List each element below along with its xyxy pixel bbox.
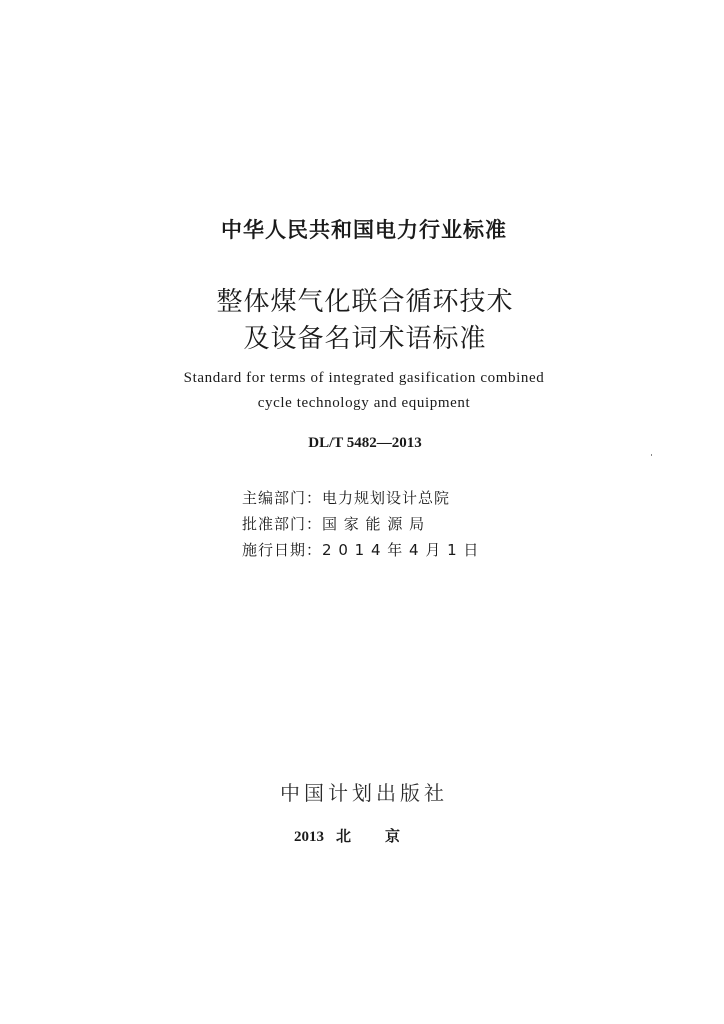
title-chinese-line-2: 及设备名词术语标准 (243, 324, 487, 354)
scan-speck (651, 454, 652, 456)
approval-department-row (242, 513, 425, 534)
title-english-line-1: Standard for terms of integrated gasification combined (183, 370, 545, 386)
title-english-line-2: cycle technology and equipment (257, 395, 471, 411)
approval-department-value: 国 家 能 源 局 (322, 515, 426, 533)
effective-date-label: 施行日期： (242, 541, 323, 559)
standard-code: DL/T 5482—2013 (308, 435, 422, 451)
editor-department-label: 主编部门： (242, 489, 323, 507)
industry-standard-heading: 中华人民共和国电力行业标准 (221, 218, 507, 242)
editor-department-value: 电力规划设计总院 (322, 489, 451, 507)
publication-city: 北京 (335, 827, 434, 845)
effective-date-row (242, 539, 479, 560)
editor-department-row (242, 487, 450, 508)
title-chinese-line-1: 整体煤气化联合循环技术 (216, 287, 514, 317)
publication-place (0, 825, 724, 846)
publisher-name: 中国计划出版社 (280, 781, 448, 805)
publication-year: 2013 (293, 829, 324, 845)
approval-department-label: 批准部门： (242, 515, 323, 533)
effective-date-value: 2 0 1 4 年 4 月 1 日 (322, 541, 480, 559)
